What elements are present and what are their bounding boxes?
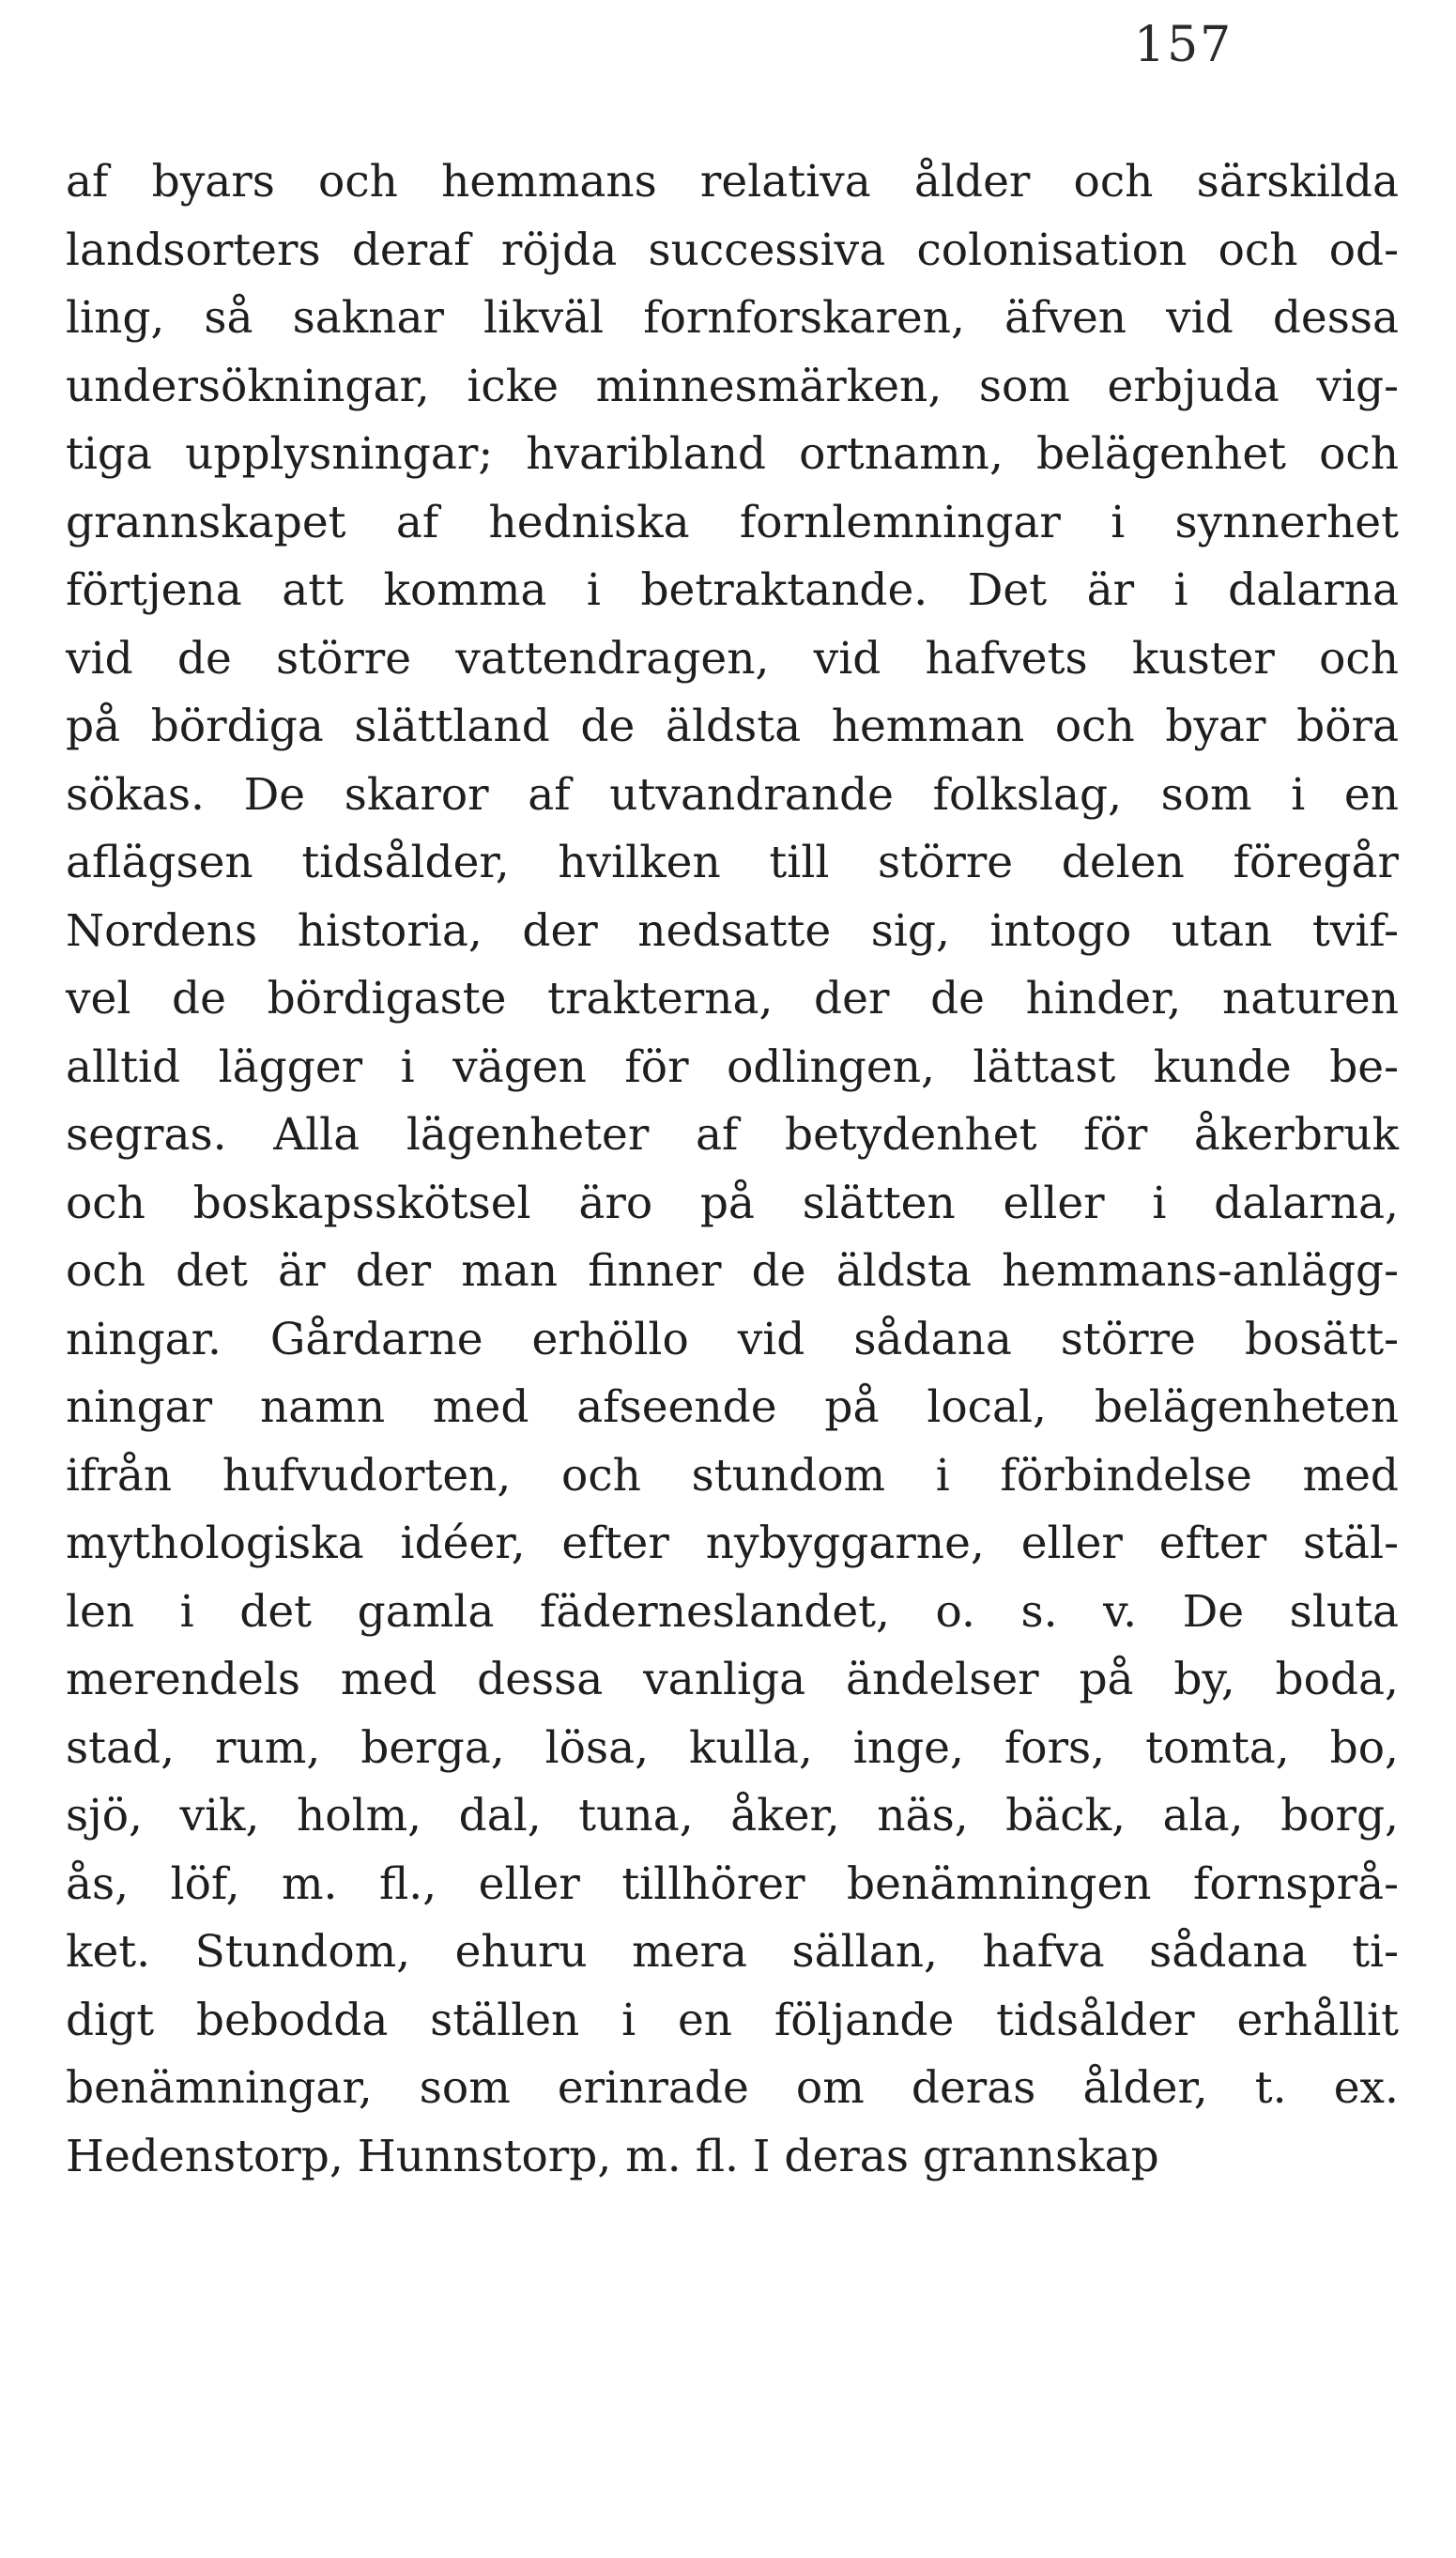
text-line: undersökningar, icke minnesmärken, som erbjuda vig-	[66, 360, 1399, 412]
text-line: benämningar, som erinrade om deras ålder, t. ex.	[66, 2062, 1399, 2114]
text-line: förtjena att komma i betraktande. Det är i dalarna	[66, 564, 1399, 616]
text-line: vel de bördigaste trakterna, der de hinder, naturen	[66, 973, 1399, 1025]
text-line: merendels med dessa vanliga ändelser på by, boda,	[66, 1654, 1399, 1705]
text-line: af byars och hemmans relativa ålder och särskilda	[66, 156, 1399, 208]
text-line: segras. Alla lägenheter af betydenhet för åkerbruk	[66, 1109, 1399, 1161]
text-line: vid de större vattendragen, vid hafvets kuster och	[66, 632, 1399, 685]
page-number: 157	[1134, 17, 1234, 73]
text-line: ås, löf, m. fl., eller tillhörer benämningen fornsprå-	[66, 1857, 1399, 1910]
text-line: sökas. De skaror af utvandrande folkslag, som i en	[66, 768, 1399, 821]
text-line: tiga upplysningar; hvaribland ortnamn, belägenhet och	[66, 428, 1399, 480]
text-line: och det är der man finner de äldsta hemmans-anlägg-	[66, 1245, 1399, 1297]
text-line: stad, rum, berga, lösa, kulla, inge, fors, tomta, bo,	[66, 1721, 1399, 1774]
text-line: ket. Stundom, ehuru mera sällan, hafva sådana ti-	[66, 1926, 1399, 1978]
text-line: Hedenstorp, Hunnstorp, m. fl. I deras grannskap	[66, 2130, 1159, 2182]
text-line: ling, så saknar likväl fornforskaren, äfven vid dessa	[66, 292, 1399, 344]
text-line: ifrån hufvudorten, och stundom i förbindelse med	[66, 1449, 1399, 1502]
text-line: sjö, vik, holm, dal, tuna, åker, näs, bäck, ala, borg,	[66, 1790, 1399, 1841]
text-line: mythologiska idéer, efter nybyggarne, eller efter stäl-	[66, 1518, 1399, 1569]
body-text	[66, 148, 1399, 2191]
text-line: grannskapet af hedniska fornlemningar i synnerhet	[66, 496, 1399, 548]
text-line: ningar namn med afseende på local, belägenheten	[66, 1381, 1399, 1433]
text-line: alltid lägger i vägen för odlingen, lättast kunde be-	[66, 1040, 1399, 1093]
text-line: och boskapsskötsel äro på slätten eller i dalarna,	[66, 1177, 1399, 1229]
text-line: landsorters deraf röjda successiva colonisation och od-	[66, 223, 1399, 276]
text-line: digt bebodda ställen i en följande tidsålder erhållit	[66, 1994, 1399, 2046]
text-line: aflägsen tidsålder, hvilken till större delen föregår	[66, 837, 1399, 888]
text-line: på bördiga slättland de äldsta hemman och byar böra	[66, 701, 1399, 752]
text-line: Nordens historia, der nedsatte sig, intogo utan tvif-	[66, 904, 1399, 957]
text-line: ningar. Gårdarne erhöllo vid sådana större bosätt-	[66, 1313, 1399, 1365]
text-line: len i det gamla fäderneslandet, o. s. v. De sluta	[66, 1585, 1399, 1638]
